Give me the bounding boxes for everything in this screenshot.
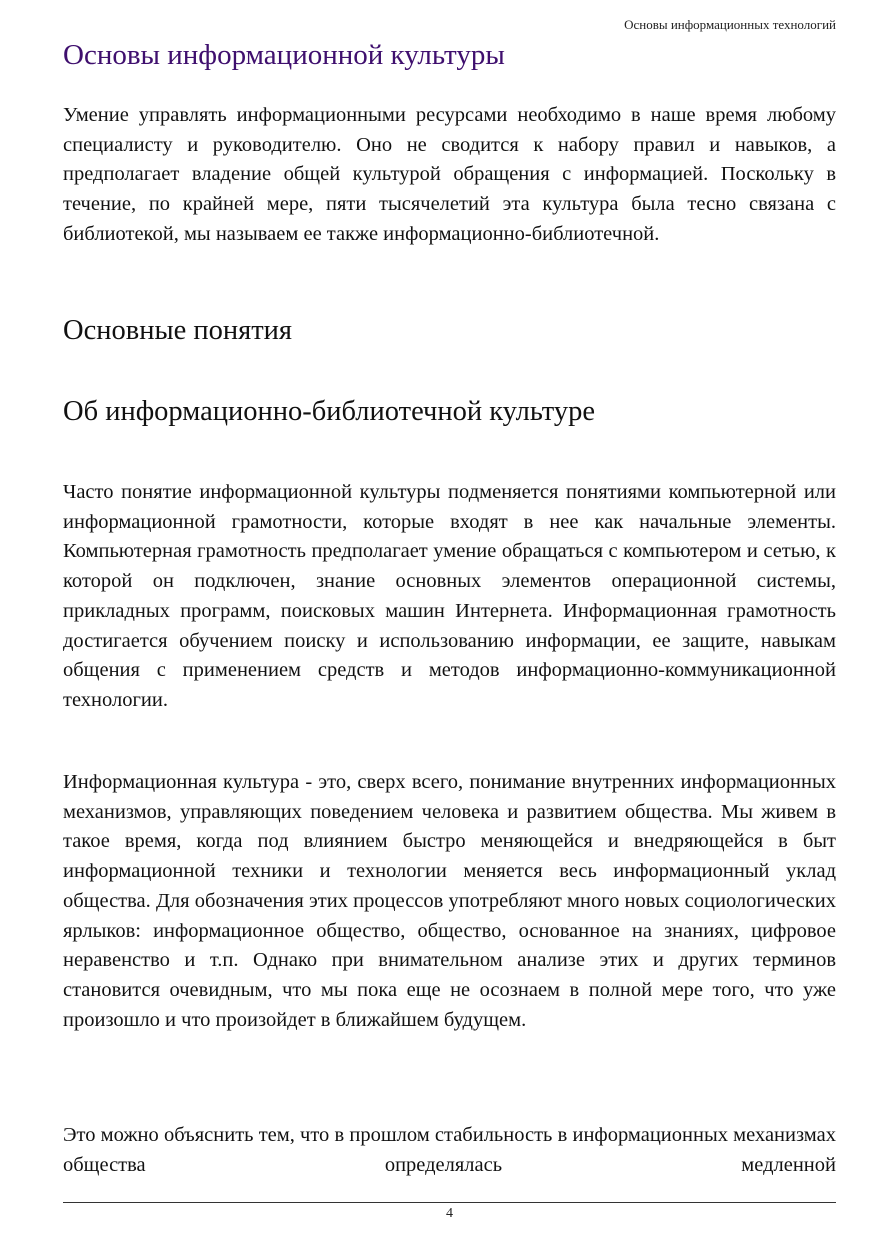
document-page — [63, 0, 836, 1241]
document-title: Основы информационной культуры — [63, 39, 505, 71]
section-heading: Основные понятия — [63, 315, 293, 346]
footer-divider — [63, 1202, 836, 1203]
body-paragraph: Часто понятие информационной культуры подменяется понятиями компьютерной или информационной грамотности, которые входят в нее как начальные элементы. Компьютерная грамотность предполагает умение обращаться с компьютером и сетью, к которой он подключен, знание основных элементов операционной системы, прикладных программ, поисковых машин Интернета. Информационная грамотность достигается обучением поиску и использованию информации, ее защите, навыкам общения с применением средств и методов информационно-коммуникационной технологии. — [63, 481, 836, 711]
intro-paragraph: Умение управлять информационными ресурсами необходимо в наше время любому специалисту и руководителю. Оно не сводится к набору правил и навыков, а предполагает владение общей культурой обращения с информацией. Поскольку в течение, по крайней мере, пяти тысячелетий эта культура была тесно связана с библиотекой, мы называем ее также информационно-библиотечной. — [63, 104, 836, 245]
body-paragraph: Это можно объяснить тем, что в прошлом стабильность в информационных механизмах общества определялась медленной — [63, 1124, 836, 1176]
running-header: Основы информационных технологий — [624, 17, 836, 32]
body-paragraph: Информационная культура - это, сверх всего, понимание внутренних информационных механизмов, управляющих поведением человека и развитием общества. Мы живем в такое время, когда под влиянием быстро меняющейся и внедряющейся в быт информационной техники и технологии меняется весь информационный уклад общества. Для обозначения этих процессов употребляют много новых социологических ярлыков: информационное общество, общество, основанное на знаниях, цифровое неравенство и т.п. Однако при внимательном анализе этих и других терминов становится очевидным, что мы пока еще не осознаем в полной мере того, что уже произошло и что произойдет в ближайшем будущем. — [63, 771, 836, 1031]
page-number: 4 — [446, 1206, 453, 1221]
subsection-heading: Об информационно-библиотечной культуре — [63, 396, 596, 427]
